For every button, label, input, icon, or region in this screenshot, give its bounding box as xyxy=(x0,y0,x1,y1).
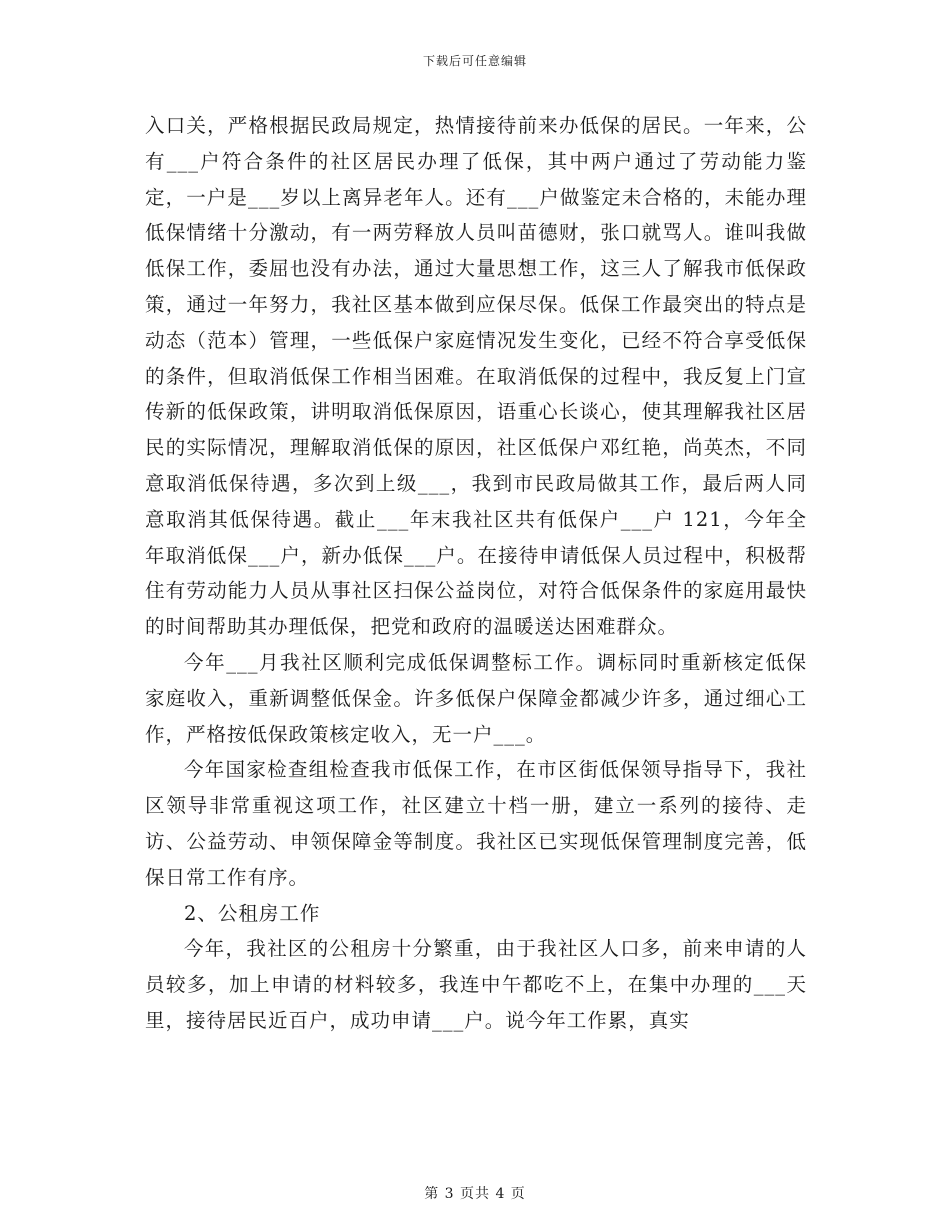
paragraph-2: 今年___月我社区顺利完成低保调整标工作。调标同时重新核定低保家庭收入，重新调整低保金。许多低保户保障金都减少许多，通过细心工作，严格按低保政策核定收入，无一户___。 xyxy=(145,650,807,746)
paragraph-1: 入口关，严格根据民政局规定，热情接待前来办低保的居民。一年来，公有___户符合条件的社区居民办理了低保，其中两户通过了劳动能力鉴定，一户是___岁以上离异老年人。还有___户做鉴定未合格的，未能办理低保情绪十分激动，有一两劳释放人员叫苗德财，张口就骂人。谁叫我做低保工作，委屈也没有办法，通过大量思想工作，这三人了解我市低保政策，通过一年努力，我社区基本做到应保尽保。低保工作最突出的特点是动态（范本）管理，一些低保户家庭情况发生变化，已经不符合享受低保的条件，但取消低保工作相当困难。在取消低保的过程中，我反复上门宣传新的低保政策，讲明取消低保原因，语重心长谈心，使其理解我社区居民的实际情况，理解取消低保的原因，社区低保户邓红艳，尚英杰，不同意取消低保待遇，多次到上级___，我到市民政局做其工作，最后两人同意取消其低保待遇。截止___年末我社区共有低保户___户 121，今年全年取消低保___户，新办低保___户。在接待申请低保人员过程中，积极帮住有劳动能力人员从事社区扫保公益岗位，对符合低保条件的家庭用最快的时间帮助其办理低保，把党和政府的温暖送达困难群众。 xyxy=(145,114,807,639)
document-body xyxy=(145,108,807,1039)
page-header: 下载后可任意编辑 xyxy=(422,54,527,68)
paragraph-3: 今年国家检查组检查我市低保工作，在市区街低保领导指导下，我社区领导非常重视这项工作，社区建立十档一册，建立一系列的接待、走访、公益劳动、申领保障金等制度。我社区已实现低保管理制度完善，低保日常工作有序。 xyxy=(145,758,807,889)
section-heading-public-housing: 2、公租房工作 xyxy=(184,901,321,925)
paragraph-5: 今年，我社区的公租房十分繁重，由于我社区人口多，前来申请的人员较多，加上申请的材料较多，我连中午都吃不上，在集中办理的___天里，接待居民近百户，成功申请___户。说今年工作累，真实 xyxy=(145,937,807,1032)
page-footer: 第 3 页共 4 页 xyxy=(424,1186,526,1202)
